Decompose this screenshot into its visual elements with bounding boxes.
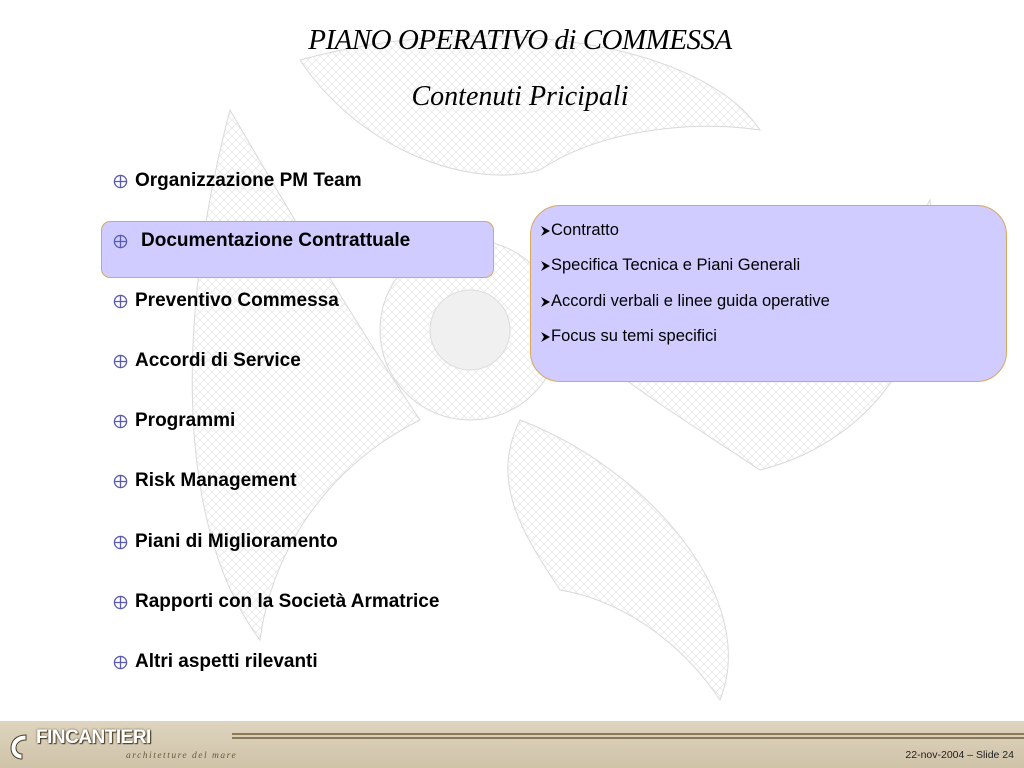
footer-rule	[232, 737, 1024, 739]
topic-item	[113, 591, 439, 613]
slide-title: PIANO OPERATIVO di COMMESSA	[308, 24, 732, 56]
crosshair-circle-icon	[113, 294, 128, 309]
detail-item	[540, 221, 619, 240]
topic-label: Rapporti con la Società Armatrice	[135, 591, 440, 612]
topic-label: Altri aspetti rilevanti	[135, 651, 318, 672]
topic-item	[113, 651, 318, 673]
topic-item	[113, 170, 362, 192]
detail-label: Specifica Tecnica e Piani Generali	[551, 256, 801, 274]
crosshair-circle-icon	[113, 655, 128, 670]
crosshair-circle-icon	[113, 535, 128, 550]
topic-label: Preventivo Commessa	[135, 290, 339, 311]
arrowhead-icon	[540, 296, 551, 308]
detail-label: Contratto	[551, 221, 619, 239]
detail-item	[540, 292, 830, 311]
footer-rule	[232, 733, 1024, 735]
crosshair-circle-icon	[113, 414, 128, 429]
fincantieri-logo-icon	[8, 732, 34, 762]
crosshair-circle-icon	[113, 174, 128, 189]
topic-label: Documentazione Contrattuale	[141, 230, 411, 251]
detail-item	[540, 256, 800, 275]
topic-label: Piani di Miglioramento	[135, 531, 338, 552]
topic-label: Accordi di Service	[135, 350, 301, 371]
company-logo: FINCANTIERI	[36, 727, 151, 748]
topic-label: Risk Management	[135, 470, 297, 491]
detail-label: Accordi verbali e linee guida operative	[551, 292, 830, 310]
crosshair-circle-icon	[113, 595, 128, 610]
logo-tagline: architetture del mare	[126, 751, 238, 761]
detail-item	[540, 327, 717, 346]
topic-label: Organizzazione PM Team	[135, 170, 362, 191]
arrowhead-icon	[540, 260, 551, 272]
topic-item	[113, 470, 297, 492]
arrowhead-icon	[540, 331, 551, 343]
detail-label: Focus su temi specifici	[551, 327, 717, 345]
topic-item	[113, 410, 235, 432]
topic-label: Programmi	[135, 410, 236, 431]
topic-item	[113, 531, 338, 553]
topic-item-highlighted	[113, 230, 410, 252]
topic-item	[113, 350, 301, 372]
slide-footer-note: 22-nov-2004 – Slide 24	[905, 749, 1014, 761]
slide-subtitle: Contenuti Pricipali	[411, 81, 629, 112]
topic-item	[113, 290, 339, 312]
crosshair-circle-icon	[113, 474, 128, 489]
arrowhead-icon	[540, 225, 551, 237]
crosshair-circle-icon	[113, 234, 128, 249]
crosshair-circle-icon	[113, 354, 128, 369]
